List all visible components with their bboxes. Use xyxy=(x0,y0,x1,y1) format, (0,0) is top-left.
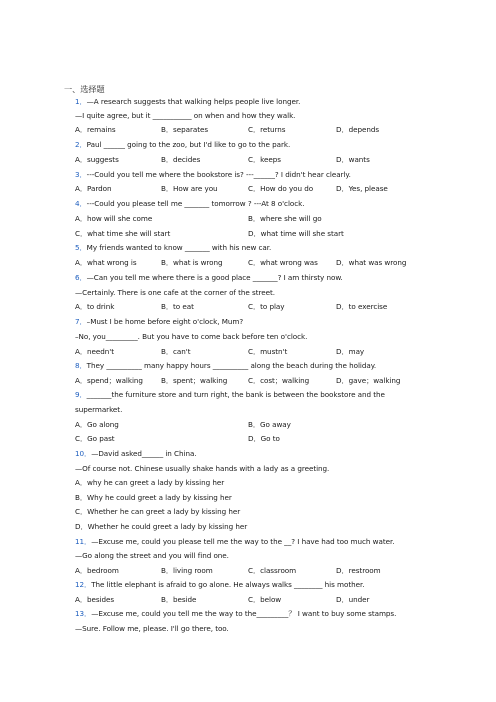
question-text: Paul ______ going to the zoo, but I'd like to go to the park. xyxy=(86,140,291,149)
question-text: —I quite agree, but it ___________ on when and how they walk. xyxy=(75,111,296,120)
question-5 xyxy=(75,243,271,253)
option-b[interactable]: B．How are you xyxy=(161,184,218,193)
option-d[interactable]: D．under xyxy=(336,595,370,604)
question-12 xyxy=(75,580,364,590)
option-b[interactable]: B．separates xyxy=(161,125,209,134)
question-text: —Can you tell me where there is a good place _______? I am thirsty now. xyxy=(86,273,343,282)
option-a[interactable]: A．needn't xyxy=(75,347,114,356)
option-b[interactable]: B．Go away xyxy=(248,420,291,429)
question-1 xyxy=(75,97,300,107)
question-text: –Must I be home before eight o'clock, Mum? xyxy=(86,317,244,326)
option-a[interactable]: A．what wrong is xyxy=(75,258,137,267)
question-number: 10． xyxy=(75,449,92,458)
question-13 xyxy=(75,609,396,619)
option-b[interactable]: B．decides xyxy=(161,155,201,164)
option-c[interactable]: C．classroom xyxy=(248,566,297,575)
option-c[interactable]: C．what wrong was xyxy=(248,258,318,267)
option-d[interactable]: D．gave；walking xyxy=(336,376,401,385)
question-text: –No, you_________. But you have to come back before ten o'clock. xyxy=(75,332,308,341)
question-text: —Certainly. There is one cafe at the corner of the street. xyxy=(75,288,275,297)
question-7 xyxy=(75,317,243,327)
question-9 xyxy=(75,390,385,400)
option-c[interactable]: C．below xyxy=(248,595,282,604)
question-number: 9． xyxy=(75,390,87,399)
question-text: —Sure. Follow me, please. I'll go there, too. xyxy=(75,624,229,633)
option-d[interactable]: D．depends xyxy=(336,125,380,134)
option-d[interactable]: D．Yes, please xyxy=(336,184,388,193)
option-a[interactable]: A．remains xyxy=(75,125,116,134)
option-b[interactable]: B．beside xyxy=(161,595,197,604)
option-d[interactable]: D．what was wrong xyxy=(336,258,407,267)
option-a[interactable]: A．to drink xyxy=(75,302,115,311)
option-a[interactable]: A．suggests xyxy=(75,155,119,164)
option-a[interactable]: A．why he can greet a lady by kissing her xyxy=(75,478,225,487)
question-11 xyxy=(75,537,394,547)
option-b[interactable]: B．living room xyxy=(161,566,213,575)
question-text: —Go along the street and you will find one. xyxy=(75,551,229,560)
option-a[interactable]: A．bedroom xyxy=(75,566,119,575)
question-text: —Excuse me, could you tell me the way to the_________？ I want to buy some stamps. xyxy=(91,609,397,618)
option-b[interactable]: B．to eat xyxy=(161,302,194,311)
option-b[interactable]: B．where she will go xyxy=(248,214,322,223)
question-number: 11． xyxy=(75,537,92,546)
question-number: 6． xyxy=(75,273,87,282)
question-10 xyxy=(75,449,197,459)
question-number: 4． xyxy=(75,199,87,208)
question-number: 5． xyxy=(75,243,87,252)
option-a[interactable]: A．besides xyxy=(75,595,115,604)
option-c[interactable]: C．what time she will start xyxy=(75,229,171,238)
option-a[interactable]: A．Go along xyxy=(75,420,119,429)
question-text: —Excuse me, could you please tell me the way to the __? I have had too much water. xyxy=(91,537,395,546)
option-d[interactable]: D．what time will she start xyxy=(248,229,344,238)
question-number: 3． xyxy=(75,170,87,179)
option-d[interactable]: D．restroom xyxy=(336,566,381,575)
option-a[interactable]: A．Pardon xyxy=(75,184,112,193)
option-d[interactable]: D．wants xyxy=(336,155,370,164)
question-text: —Of course not. Chinese usually shake hands with a lady as a greeting. xyxy=(75,464,330,473)
option-d[interactable]: D．to exercise xyxy=(336,302,388,311)
option-c[interactable]: C．returns xyxy=(248,125,286,134)
option-a[interactable]: A．how will she come xyxy=(75,214,153,223)
option-d[interactable]: D．may xyxy=(336,347,365,356)
question-text: —A research suggests that walking helps people live longer. xyxy=(86,97,301,106)
option-c[interactable]: C．cost；walking xyxy=(248,376,310,385)
question-text: ---Could you please tell me _______ tomorrow ? ---At 8 o'clock. xyxy=(86,199,305,208)
option-c[interactable]: C．mustn't xyxy=(248,347,288,356)
option-b[interactable]: B．Why he could greet a lady by kissing her xyxy=(75,493,232,502)
question-text: _______the furniture store and turn right, the bank is between the bookstore and the xyxy=(86,390,385,399)
option-c[interactable]: C．Go past xyxy=(75,434,115,443)
question-number: 1． xyxy=(75,97,87,106)
question-3 xyxy=(75,170,351,180)
option-c[interactable]: C．Whether he can greet a lady by kissing her xyxy=(75,507,241,516)
question-text: —David asked______ in China. xyxy=(91,449,197,458)
option-d[interactable]: D．Whether he could greet a lady by kissing her xyxy=(75,522,248,531)
option-d[interactable]: D．Go to xyxy=(248,434,280,443)
question-number: 7． xyxy=(75,317,87,326)
option-c[interactable]: C．keeps xyxy=(248,155,281,164)
question-number: 8． xyxy=(75,361,87,370)
question-text: They __________ many happy hours __________ along the beach during the holiday. xyxy=(86,361,377,370)
question-text: supermarket. xyxy=(75,405,123,414)
question-text: The little elephant is afraid to go alone. He always walks ________ his mother. xyxy=(91,580,365,589)
question-4 xyxy=(75,199,305,209)
question-number: 13． xyxy=(75,609,92,618)
option-c[interactable]: C．to play xyxy=(248,302,285,311)
question-text: My friends wanted to know _______ with his new car. xyxy=(86,243,272,252)
question-2 xyxy=(75,140,290,150)
section-title: 一、选择题 xyxy=(64,84,105,94)
question-number: 2． xyxy=(75,140,87,149)
question-6 xyxy=(75,273,343,283)
question-number: 12． xyxy=(75,580,92,589)
option-c[interactable]: C．How do you do xyxy=(248,184,314,193)
option-b[interactable]: B．what is wrong xyxy=(161,258,223,267)
option-b[interactable]: B．can't xyxy=(161,347,191,356)
question-text: ---Could you tell me where the bookstore is? ---______? I didn't hear clearly. xyxy=(86,170,351,179)
option-a[interactable]: A．spend；walking xyxy=(75,376,143,385)
option-b[interactable]: B．spent；walking xyxy=(161,376,228,385)
question-8 xyxy=(75,361,376,371)
